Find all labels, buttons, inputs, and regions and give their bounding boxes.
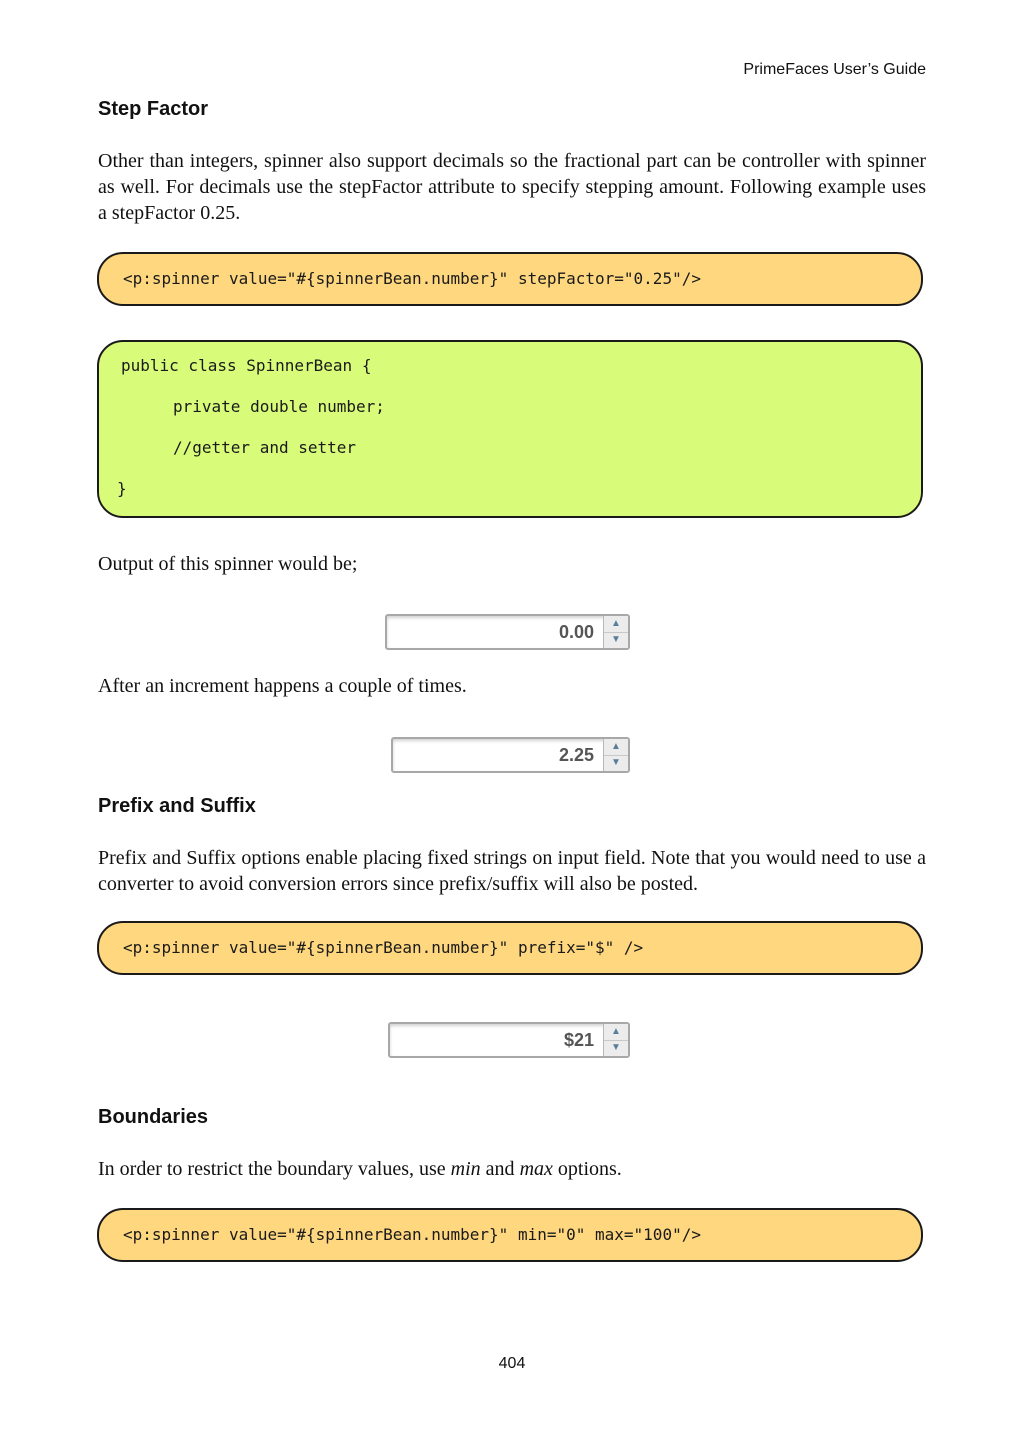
max-keyword: max (519, 1158, 553, 1180)
section-title-prefix-suffix: Prefix and Suffix (98, 795, 256, 817)
spinner-up-icon[interactable]: ▲ (604, 739, 628, 756)
code-line: //getter and setter (173, 438, 357, 457)
code-line: <p:spinner value="#{spinnerBean.number}" stepFactor="0.25"/> (123, 269, 701, 288)
boundaries-intro (98, 1156, 926, 1182)
code-block-stepfactor (97, 252, 923, 306)
after-increment-text: After an increment happens a couple of times. (98, 675, 467, 697)
code-line: } (117, 479, 127, 498)
spinner-down-icon[interactable]: ▼ (611, 757, 621, 768)
guide-title: PrimeFaces User’s Guide (743, 61, 926, 78)
code-block-boundaries (97, 1208, 923, 1262)
code-block-prefix (97, 921, 923, 975)
spinner-value: 0.00 (558, 622, 594, 642)
spinner-value: $21 (563, 1030, 594, 1050)
boundaries-intro-start: In order to restrict the boundary values, use (98, 1158, 451, 1180)
boundaries-intro-and: and (480, 1158, 520, 1180)
spinner-example-prefix[interactable] (388, 1022, 630, 1058)
spinner-buttons (603, 1024, 628, 1056)
spinner-up-icon[interactable]: ▲ (604, 1024, 628, 1041)
spinner-example-incremented[interactable] (391, 737, 630, 773)
spinner-up-icon[interactable]: ▲ (604, 616, 628, 633)
code-line: <p:spinner value="#{spinnerBean.number}" min="0" max="100"/> (123, 1225, 701, 1244)
spinner-down-icon[interactable]: ▼ (611, 1042, 621, 1053)
code-line: private double number; (173, 397, 385, 416)
step-factor-intro: Other than integers, spinner also support decimals so the fractional part can be controller with spinner as well. For decimals use the stepFactor attribute to specify stepping amount. Following example uses a stepFactor 0.25. (98, 150, 926, 224)
spinner-value: 2.25 (558, 745, 594, 765)
code-line: <p:spinner value="#{spinnerBean.number}" prefix="$" /> (123, 938, 644, 957)
section-title-step-factor: Step Factor (98, 98, 209, 120)
page-number: 404 (498, 1355, 526, 1372)
code-block-java-bean (97, 340, 923, 518)
spinner-example-initial[interactable] (385, 614, 630, 650)
section-title-boundaries: Boundaries (98, 1106, 209, 1128)
spinner-down-icon[interactable]: ▼ (611, 634, 621, 645)
code-line: public class SpinnerBean { (121, 356, 372, 375)
boundaries-intro-end: options. (552, 1158, 622, 1180)
spinner-buttons (603, 616, 628, 648)
output-text: Output of this spinner would be; (98, 553, 358, 575)
min-keyword: min (450, 1158, 481, 1180)
prefix-suffix-intro: Prefix and Suffix options enable placing fixed strings on input field. Note that you would need to use a converter to avoid conversion errors since prefix/suffix will also be posted. (98, 847, 926, 895)
spinner-buttons (603, 739, 628, 771)
